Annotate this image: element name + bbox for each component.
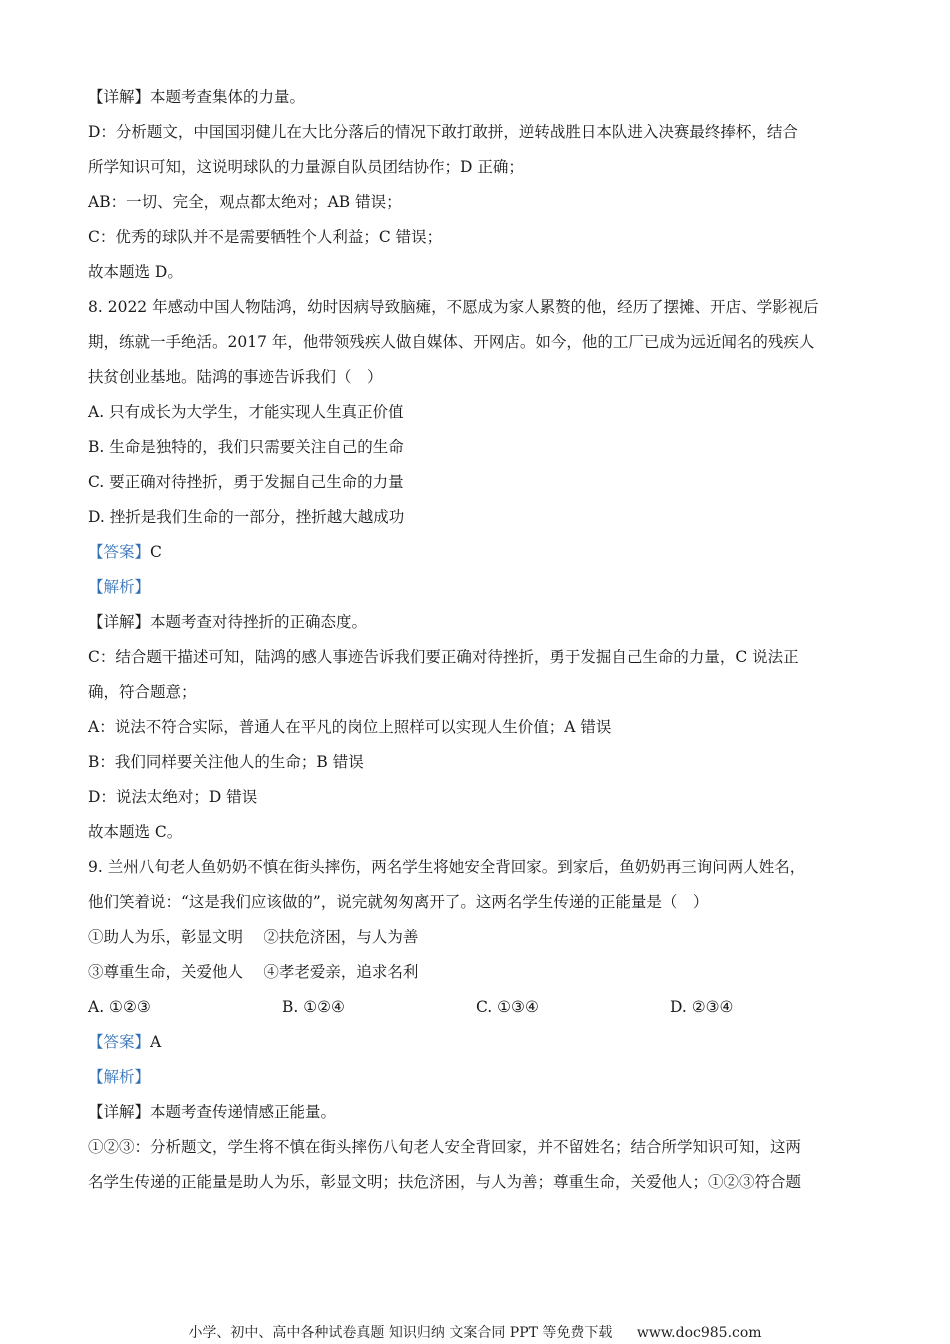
line-text: 期，练就一手绝活。2017 年，他带领残疾人做自媒体、开网店。如今，他的工厂已成为远近闻名的残疾人 <box>88 333 815 351</box>
text-line <box>88 500 873 535</box>
line-text: 扶贫创业基地。陆鸿的事迹告诉我们（ ） <box>88 368 383 386</box>
text-line <box>88 535 873 570</box>
line-text: AB：一切、完全，观点都太绝对；AB 错误； <box>88 193 402 211</box>
line-text: ①助人为乐，彰显文明 ②扶危济困，与人为善 <box>88 928 419 946</box>
line-text: 9. 兰州八旬老人鱼奶奶不慎在街头摔伤，两名学生将她安全背回家。到家后，鱼奶奶再三询问两人姓名， <box>88 858 806 876</box>
text-line <box>88 1025 873 1060</box>
text-line <box>88 115 873 150</box>
text-line <box>88 185 873 220</box>
text-block-bottom <box>88 1025 873 1200</box>
text-line <box>88 255 873 290</box>
text-line <box>88 780 873 815</box>
text-line <box>88 1130 873 1165</box>
line-text: B. 生命是独特的，我们只需要关注自己的生命 <box>88 438 404 456</box>
text-line <box>88 325 873 360</box>
line-text: A <box>150 1033 162 1051</box>
line-text: 8. 2022 年感动中国人物陆鸿，幼时因病导致脑瘫，不愿成为家人累赘的他，经历了摆摊、开店、学影视后 <box>88 298 819 316</box>
line-text: D：分析题文，中国国羽健儿在大比分落后的情况下敢打敢拼，逆转战胜日本队进入决赛最终捧杯，结合 <box>88 123 798 141</box>
section-label: 【详解】 <box>88 613 151 631</box>
section-label: 【详解】 <box>88 88 151 106</box>
line-text: 本题考查传递情感正能量。 <box>150 1103 337 1121</box>
text-line <box>88 920 873 955</box>
q9-option-d: D. ②③④ <box>670 998 734 1016</box>
footer-url[interactable]: www.doc985.com <box>636 1325 762 1341</box>
text-line <box>88 955 873 990</box>
text-line <box>88 220 873 255</box>
line-text: B：我们同样要关注他人的生命；B 错误 <box>88 753 364 771</box>
text-line <box>88 675 873 710</box>
line-text: ③尊重生命，关爱他人 ④孝老爱亲，追求名利 <box>88 963 419 981</box>
section-label: 【答案】 <box>88 543 151 561</box>
page-footer <box>0 1322 950 1342</box>
line-text: A：说法不符合实际，普通人在平凡的岗位上照样可以实现人生价值；A 错误 <box>88 718 612 736</box>
section-label: 【解析】 <box>88 578 151 596</box>
q9-option-c: C. ①③④ <box>476 998 539 1016</box>
line-text: C <box>150 543 162 561</box>
text-line <box>88 395 873 430</box>
line-text: 所学知识可知，这说明球队的力量源自队员团结协作；D 正确； <box>88 158 524 176</box>
q9-option-a: A. ①②③ <box>88 998 151 1016</box>
text-line <box>88 815 873 850</box>
line-text: C：结合题干描述可知，陆鸿的感人事迹告诉我们要正确对待挫折，勇于发掘自己生命的力量，C 说法正 <box>88 648 799 666</box>
text-line <box>88 1165 873 1200</box>
line-text: 名学生传递的正能量是助人为乐，彰显文明；扶危济困，与人为善；尊重生命，关爱他人；①②③符合题 <box>88 1173 802 1191</box>
line-text: C：优秀的球队并不是需要牺牲个人利益；C 错误； <box>88 228 443 246</box>
text-line <box>88 465 873 500</box>
text-line <box>88 710 873 745</box>
text-line <box>88 430 873 465</box>
text-line <box>88 80 873 115</box>
text-line <box>88 885 873 920</box>
section-label: 【答案】 <box>88 1033 151 1051</box>
document-body <box>88 80 873 1200</box>
section-label: 【解析】 <box>88 1068 151 1086</box>
text-line <box>88 1060 873 1095</box>
line-text: 确，符合题意； <box>88 683 197 701</box>
text-line <box>88 745 873 780</box>
line-text: ①②③：分析题文，学生将不慎在街头摔伤八旬老人安全背回家，并不留姓名；结合所学知识可知，这两 <box>88 1138 802 1156</box>
line-text: 故本题选 D。 <box>88 263 183 281</box>
line-text: 本题考查集体的力量。 <box>150 88 306 106</box>
line-text: 故本题选 C。 <box>88 823 183 841</box>
section-label: 【详解】 <box>88 1103 151 1121</box>
text-line <box>88 850 873 885</box>
q9-options-row <box>88 990 873 1025</box>
line-text: 他们笑着说：“这是我们应该做的”，说完就匆匆离开了。这两名学生传递的正能量是（ ） <box>88 893 709 911</box>
text-line <box>88 150 873 185</box>
text-line <box>88 640 873 675</box>
line-text: 本题考查对待挫折的正确态度。 <box>150 613 368 631</box>
text-line <box>88 605 873 640</box>
q9-option-b: B. ①②④ <box>282 998 345 1016</box>
text-block-top <box>88 80 873 990</box>
footer-text: 小学、初中、高中各种试卷真题 知识归纳 文案合同 PPT 等免费下载 <box>188 1325 613 1341</box>
line-text: C. 要正确对待挫折，勇于发掘自己生命的力量 <box>88 473 404 491</box>
text-line <box>88 570 873 605</box>
line-text: A. 只有成长为大学生，才能实现人生真正价值 <box>88 403 404 421</box>
text-line <box>88 290 873 325</box>
line-text: D. 挫折是我们生命的一部分，挫折越大越成功 <box>88 508 405 526</box>
text-line <box>88 1095 873 1130</box>
text-line <box>88 360 873 395</box>
line-text: D：说法太绝对；D 错误 <box>88 788 258 806</box>
